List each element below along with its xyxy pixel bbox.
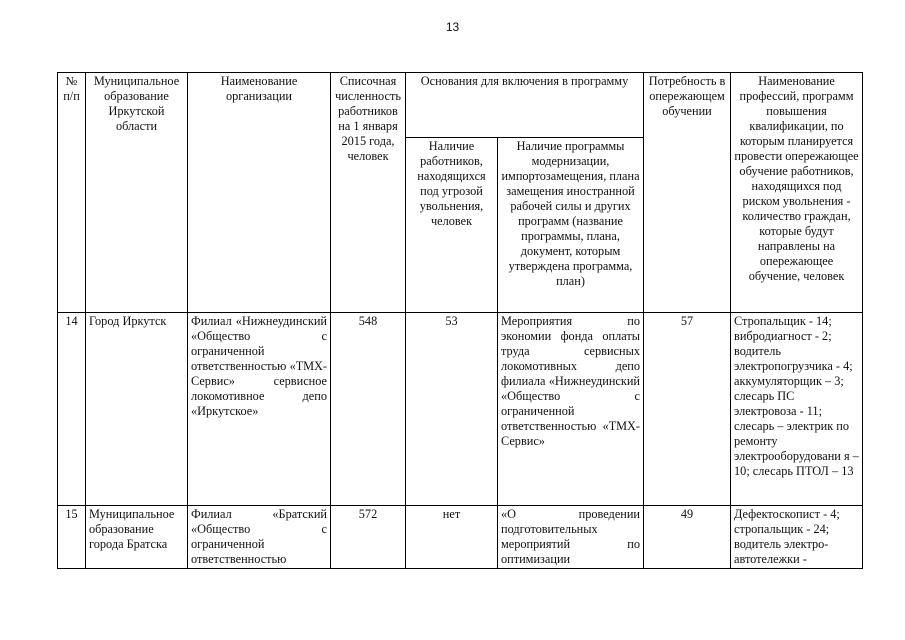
header-headcount: Списочная численность работников на 1 января 2015 года, человек [331, 73, 406, 313]
row-program-text: «О проведении подготовительных мероприятий по оптимизации [501, 507, 641, 566]
header-grounds: Основания для включения в программу [406, 73, 644, 138]
row-organization-text: Филиал «Братский «Общество с ограниченной ответственностью [191, 507, 327, 566]
row-headcount: 548 [331, 313, 406, 506]
header-need: Потребность в опережающем обучении [644, 73, 731, 313]
header-organization: Наименование организации [188, 73, 331, 313]
row-num [58, 506, 86, 569]
row-program [498, 506, 644, 569]
row-municipality: Город Иркутск [86, 313, 188, 506]
row-municipality-text: Муниципальное образование города Братска [89, 507, 175, 551]
row-num-text: 15 [65, 507, 78, 521]
row-program: Мероприятия по экономии фонда оплаты труда сервисных локомотивных депо филиала «Нижнеудинский «Общество с ограниченной ответственностью «ТМХ-Сервис» [498, 313, 644, 506]
table-row [58, 506, 863, 569]
row-num: 14 [58, 313, 86, 506]
header-grounds-threat: Наличие работников, находящихся под угрозой увольнения, человек [406, 138, 498, 313]
row-need-text: 49 [680, 507, 694, 521]
row-organization [188, 506, 331, 569]
row-threat-text: нет [442, 507, 461, 521]
row-professions-text: Дефектоскопист - 4; стропальщик - 24; водитель электро-автотележки - [734, 507, 840, 566]
row-headcount-text: 572 [358, 507, 378, 521]
row-professions [731, 506, 863, 569]
row-headcount [331, 506, 406, 569]
row-municipality [86, 506, 188, 569]
header-professions: Наименование профессий, программ повышения квалификации, по которым планируется провести опережающее обучение работников, находящихся под риском увольнения - количество граждан, которые будут направлены на опережающее обучение, человек [731, 73, 863, 313]
programs-table [57, 72, 863, 569]
row-threat: 53 [406, 313, 498, 506]
row-need [644, 506, 731, 569]
header-grounds-program: Наличие программы модернизации, импортозамещения, плана замещения иностранной рабочей силы и других программ (название программы, плана, документ, которым утверждена программа, план) [498, 138, 644, 313]
page-number: 13 [445, 20, 460, 34]
header-municipality: Муниципальное образование Иркутской области [86, 73, 188, 313]
row-organization: Филиал «Нижнеудинский «Общество с ограниченной ответственностью «ТМХ-Сервис» сервисное локомотивное депо «Иркутское» [188, 313, 331, 506]
row-threat [406, 506, 498, 569]
table-row [58, 313, 863, 506]
row-professions: Стропальщик - 14; вибродиагност - 2; водитель электропогрузчика - 4; аккумуляторщик – 3; слесарь ПС электровоза - 11; слесарь – электрик по ремонту электрооборудовани я – 10; слесарь ПТОЛ – 13 [731, 313, 863, 506]
row-need: 57 [644, 313, 731, 506]
header-num: № п/п [58, 73, 86, 313]
header-row [58, 73, 863, 138]
